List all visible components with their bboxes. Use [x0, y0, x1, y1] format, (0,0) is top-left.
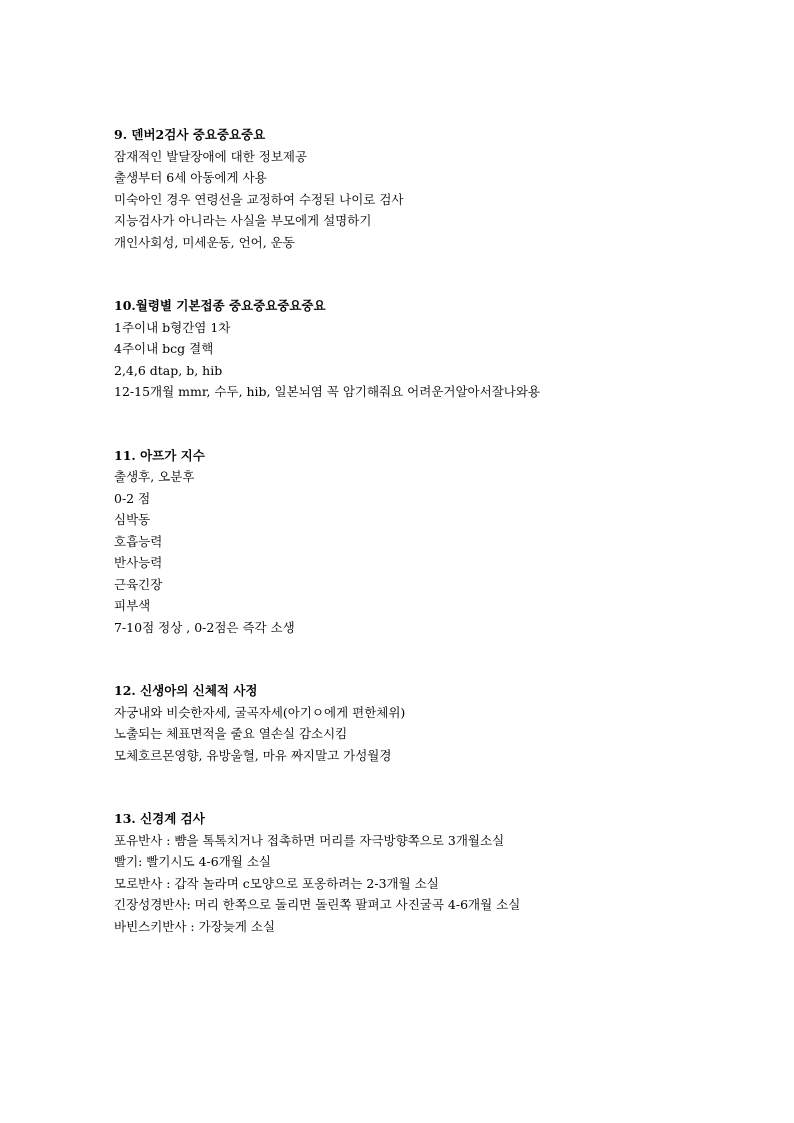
text-line: 출생부터 6세 아동에게 사용: [114, 170, 267, 185]
text-line: 0-2 점: [114, 490, 151, 506]
section-heading: 12. 신생아의 신체적 사정: [114, 683, 258, 698]
text-line: 1주이내 b형간염 1차: [114, 319, 231, 335]
text-line: 호흡능력: [114, 533, 163, 549]
text-line: 미숙아인 경우 연령선을 교정하여 수정된 나이로 검사: [114, 191, 404, 207]
text-line: 2,4,6 dtap, b, hib: [114, 362, 223, 378]
text-line: 피부색: [114, 598, 151, 613]
text-line: 개인사회성, 미세운동, 언어, 운동: [114, 234, 295, 250]
section-heading: 13. 신경계 검사: [114, 811, 205, 826]
text-line: 포유반사 : 뺨을 톡톡치거나 접촉하면 머리를 자극방향쪽으로 3개월소실: [114, 832, 505, 848]
text-line: 자궁내와 비슷한자세, 굴곡자세(아기ㅇ에게 편한체위): [114, 704, 406, 720]
document-page: [114, 124, 734, 937]
text-line: 출생후, 오분후: [114, 469, 195, 484]
text-line: 잠재적인 발달장애에 대한 정보제공: [114, 148, 308, 164]
section-heading: 9. 덴버2검사 중요중요중요: [114, 127, 266, 142]
section-denver-ii: [114, 124, 734, 253]
section-vaccination: [114, 295, 734, 403]
text-line: 4주이내 bcg 결핵: [114, 341, 214, 356]
text-line: 모로반사 : 갑작 놀라며 c모양으로 포옹하려는 2-3개월 소실: [114, 875, 439, 891]
section-neurologic-exam: [114, 808, 734, 937]
section-apgar: [114, 445, 734, 639]
section-newborn-assessment: [114, 680, 734, 766]
text-line: 긴장성경반사: 머리 한쪽으로 돌리면 돌린쪽 팔펴고 사진굴곡 4-6개월 소실: [114, 897, 521, 912]
section-heading: 10.월령별 기본접종 중요중요중요중요: [114, 298, 326, 313]
text-line: 빨기: 빨기시도 4-6개월 소실: [114, 854, 272, 869]
text-line: 반사능력: [114, 555, 163, 570]
text-line: 모체호르몬영향, 유방울혈, 마유 짜지말고 가성월경: [114, 747, 392, 763]
text-line: 12-15개월 mmr, 수두, hib, 일본뇌염 꼭 암기해줘요 어려운거알아서잘나와용: [114, 384, 541, 399]
text-line: 심박동: [114, 512, 151, 527]
text-line: 바빈스키반사 : 가장늦게 소실: [114, 918, 276, 934]
text-line: 노출되는 체표면적을 줄요 열손실 감소시킴: [114, 726, 348, 741]
text-line: 7-10점 정상 , 0-2점은 즉각 소생: [114, 619, 295, 635]
section-heading: 11. 아프가 지수: [114, 447, 205, 463]
text-line: 근육긴장: [114, 576, 163, 592]
text-line: 지능검사가 아니라는 사실을 부모에게 설명하기: [114, 213, 372, 228]
